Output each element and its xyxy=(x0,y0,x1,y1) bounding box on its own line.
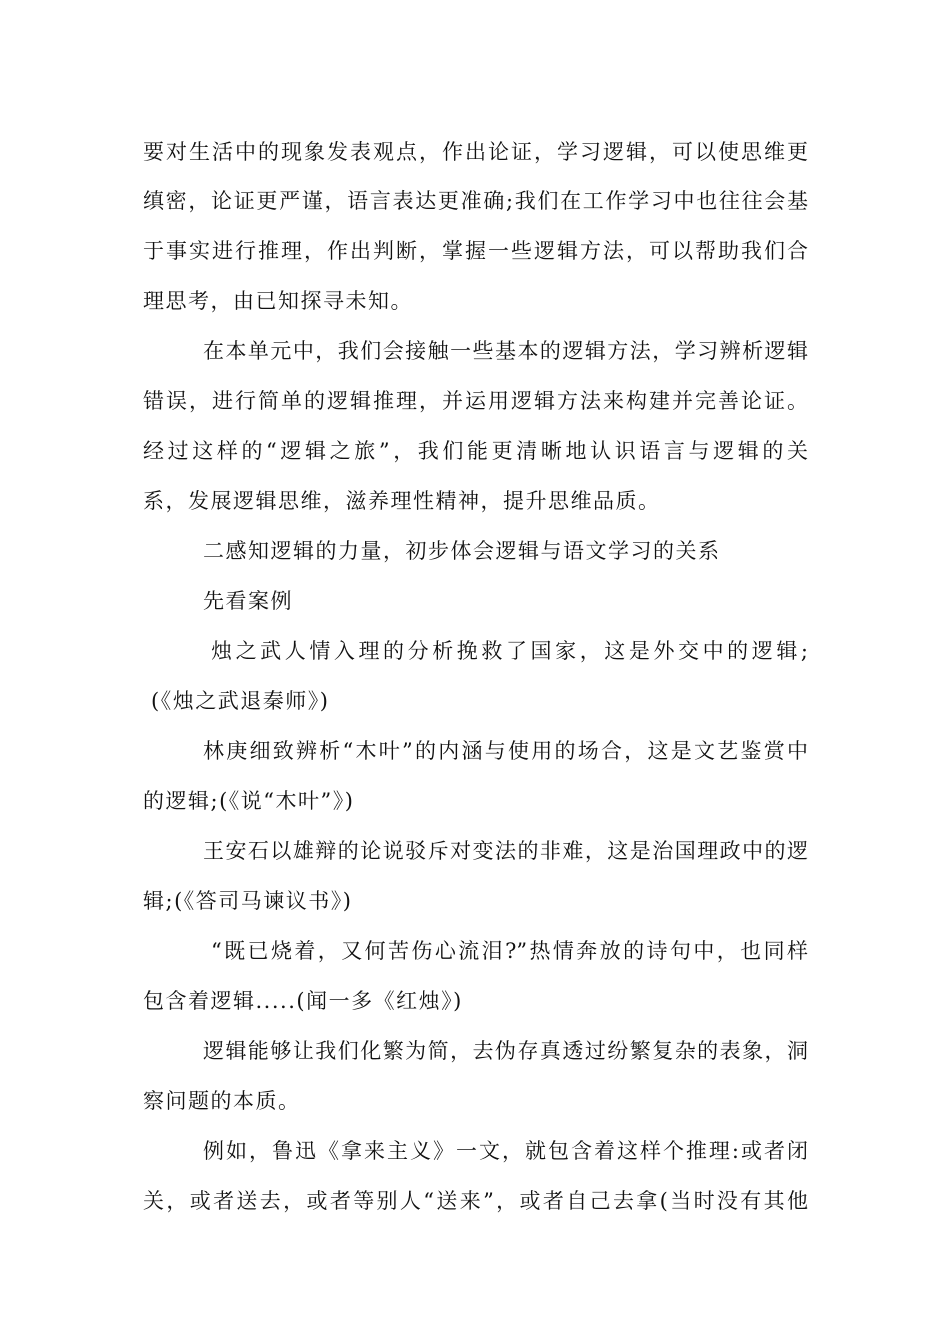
paragraph-line: 辑;(《答司马谏议书》) xyxy=(143,889,353,913)
paragraph-line: 的逻辑;(《说“木叶”》) xyxy=(143,789,355,813)
paragraph-line: 系，发展逻辑思维，滋养理性精神，提升思维品质。 xyxy=(143,489,661,513)
paragraph-line: 例如，鲁迅《拿来主义》一文，就包含着这样个推理:或者闭 xyxy=(203,1139,808,1163)
paragraph-line: 王安石以雄辩的论说驳斥对变法的非难，这是治国理政中的逻 xyxy=(203,839,808,863)
paragraph-line: 要对生活中的现象发表观点，作出论证，学习逻辑，可以使思维更 xyxy=(143,140,808,164)
section-heading: 二感知逻辑的力量，初步体会逻辑与语文学习的关系 xyxy=(203,539,721,563)
paragraph-line: 在本单元中，我们会接触一些基本的逻辑方法，学习辨析逻辑 xyxy=(203,339,808,363)
paragraph-line: 察问题的本质。 xyxy=(143,1089,301,1113)
paragraph-line: 包含着逻辑.....(闻一多《红烛》) xyxy=(143,989,463,1013)
paragraph-line: 错误，进行简单的逻辑推理，并运用逻辑方法来构建并完善论证。 xyxy=(143,389,808,413)
paragraph-line: 缜密，论证更严谨，语言表达更准确;我们在工作学习中也往往会基 xyxy=(143,189,808,213)
paragraph-line: 林庚细致辨析“木叶”的内涵与使用的场合，这是文艺鉴赏中 xyxy=(203,739,808,763)
paragraph-line: “既已烧着，又何苦伤心流泪?”热情奔放的诗句中，也同样 xyxy=(211,939,808,963)
section-subheading: 先看案例 xyxy=(203,589,293,613)
paragraph-line: 烛之武人情入理的分析挽救了国家，这是外交中的逻辑; xyxy=(211,639,808,663)
paragraph-line: (《烛之武退秦师》) xyxy=(151,689,330,713)
paragraph-line: 逻辑能够让我们化繁为简，去伪存真透过纷繁复杂的表象，洞 xyxy=(203,1039,808,1063)
paragraph-line: 经过这样的“逻辑之旅”，我们能更清晰地认识语言与逻辑的关 xyxy=(143,439,808,463)
paragraph-line: 于事实进行推理，作出判断，掌握一些逻辑方法，可以帮助我们合 xyxy=(143,239,808,263)
paragraph-line: 关，或者送去，或者等别人“送来”，或者自己去拿(当时没有其他 xyxy=(143,1189,808,1213)
paragraph-line: 理思考，由已知探寻未知。 xyxy=(143,289,413,313)
